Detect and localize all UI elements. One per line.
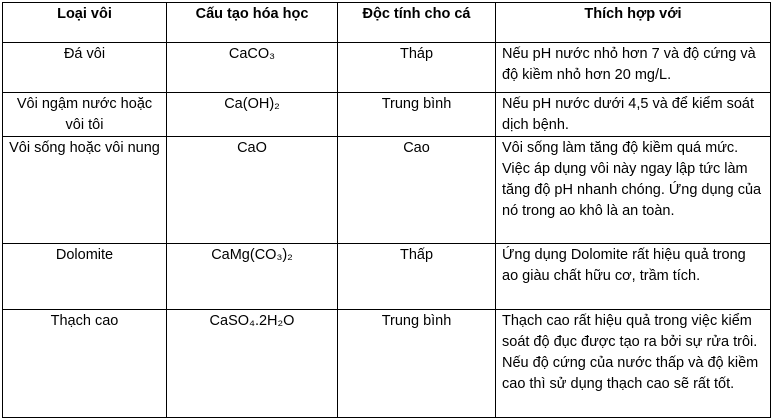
cell-toxicity: Thấp [338,244,496,310]
header-chemical-formula: Cấu tạo hóa học [167,3,338,43]
cell-suitable: Vôi sống làm tăng độ kiềm quá mức. Việc áp dụng vôi này ngay lập tức làm tăng độ pH nhanh chóng. Ứng dụng của nó trong ao khô là an toàn. [496,137,771,244]
cell-formula: CaSO₄.2H₂O [167,310,338,418]
cell-toxicity: Tháp [338,43,496,93]
table-body [3,43,771,418]
cell-toxicity: Trung bình [338,93,496,137]
header-lime-type: Loại vôi [3,3,167,43]
table-row [3,93,771,137]
cell-toxicity: Cao [338,137,496,244]
table-row [3,310,771,418]
cell-lime-type: Đá vôi [3,43,167,93]
cell-suitable: Nếu pH nước dưới 4,5 và để kiểm soát dịch bệnh. [496,93,771,137]
table-row [3,244,771,310]
cell-formula: CaCO₃ [167,43,338,93]
lime-types-table [2,2,771,418]
cell-lime-type: Thạch cao [3,310,167,418]
cell-formula: CaMg(CO₃)₂ [167,244,338,310]
header-row [3,3,771,43]
cell-toxicity: Trung bình [338,310,496,418]
table-header [3,3,771,43]
table-row [3,137,771,244]
cell-lime-type: Vôi sống hoặc vôi nung [3,137,167,244]
header-suitable-for: Thích hợp với [496,3,771,43]
cell-suitable: Ứng dụng Dolomite rất hiệu quả trong ao giàu chất hữu cơ, trầm tích. [496,244,771,310]
header-fish-toxicity: Độc tính cho cá [338,3,496,43]
cell-formula: CaO [167,137,338,244]
cell-lime-type: Vôi ngậm nước hoặc vôi tôi [3,93,167,137]
cell-suitable: Nếu pH nước nhỏ hơn 7 và độ cứng và độ kiềm nhỏ hơn 20 mg/L. [496,43,771,93]
cell-suitable: Thạch cao rất hiệu quả trong việc kiểm soát độ đục được tạo ra bởi sự rửa trôi. Nếu độ cứng của nước thấp và độ kiềm cao thì sử dụng thạch cao sẽ rất tốt. [496,310,771,418]
cell-lime-type: Dolomite [3,244,167,310]
cell-formula: Ca(OH)₂ [167,93,338,137]
table-row [3,43,771,93]
